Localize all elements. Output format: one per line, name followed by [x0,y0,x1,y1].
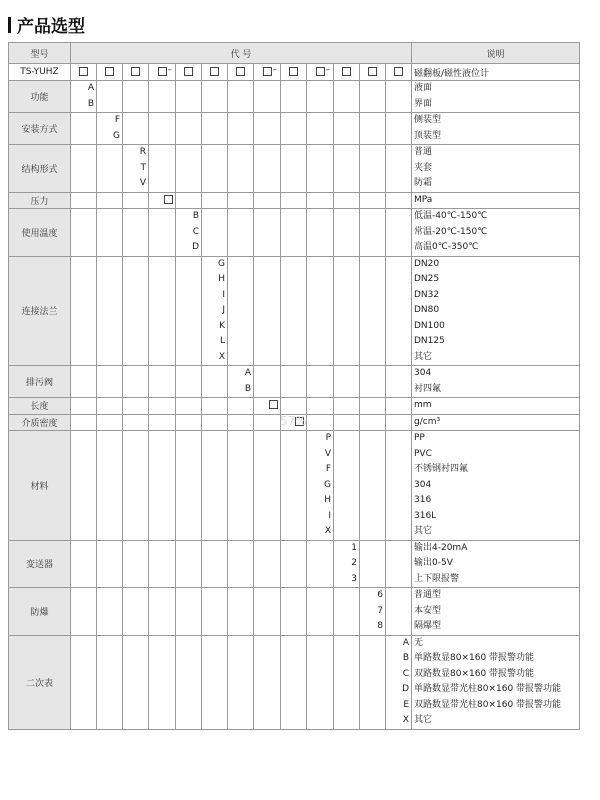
code-transmitter-2: 3 [351,573,357,584]
code-cell-temperature [176,209,202,257]
row-name-length: 长度 [9,398,71,415]
desc-length-0: mm [414,400,432,410]
code-cell-function [71,81,97,113]
code-temperature-1: C [192,226,199,237]
code-cell-transmitter [334,540,360,588]
desc-material-6: 其它 [414,526,433,536]
row-name-density: 介质密度 [9,414,71,431]
desc-secondary-3: 单路数显带光柱80×160 带报警功能 [414,684,562,694]
row-name-function: 功能 [9,81,71,113]
desc-material-2: 不锈钢衬四氟 [414,464,469,474]
desc-cell-function [412,81,580,113]
header-desc: 说明 [412,43,580,64]
code-cell-secondary [386,635,412,729]
desc-cell-structure [412,145,580,193]
desc-material-0: PP [414,433,425,443]
desc-explosion-2: 隔爆型 [414,621,442,631]
desc-flange-1: DN25 [414,274,440,284]
code-flange-6: X [218,351,225,362]
desc-transmitter-1: 输出0-5V [414,558,453,568]
code-cell-flange [202,256,228,366]
row-name-secondary: 二次表 [9,635,71,729]
desc-function-0: 液面 [414,83,433,93]
checkbox-length [263,67,272,76]
row-name-install: 安装方式 [9,113,71,145]
code-function-0: A [87,83,94,93]
value-box-pressure [164,195,173,204]
desc-cell-flange [412,256,580,366]
code-cell-pressure [149,192,176,209]
code-function-1: B [87,98,94,109]
watermark: 57% [280,414,307,428]
desc-cell-drain-valve [412,366,580,398]
desc-temperature-1: 常温-20℃-150℃ [414,226,488,237]
header-code: 代 号 [71,43,412,64]
code-secondary-2: C [402,668,409,679]
desc-structure-0: 普通 [414,147,433,157]
code-secondary-1: B [402,653,409,663]
desc-pressure-0: MPa [414,194,433,205]
code-flange-5: L [219,336,225,346]
code-material-3: G [324,479,331,490]
code-secondary-4: E [403,699,409,710]
code-install-1: G [113,130,120,141]
desc-material-3: 304 [414,479,432,490]
checkbox-density [289,67,298,76]
desc-function-1: 界面 [414,98,433,109]
checkbox-material [316,67,325,76]
row-name-flange: 连接法兰 [9,256,71,366]
desc-structure-2: 防霜 [414,178,433,188]
code-explosion-0: 6 [377,590,383,600]
code-cell-structure [123,145,149,193]
row-name-explosion: 防爆 [9,588,71,636]
desc-material-1: PVC [414,448,432,459]
code-flange-4: K [219,320,225,331]
checkbox-transmitter [342,67,351,76]
desc-flange-5: DN125 [414,336,445,346]
code-material-0: P [325,433,331,443]
code-flange-3: J [222,305,225,315]
desc-structure-1: 夹套 [414,162,433,173]
checkbox-explosion [368,67,377,76]
section-title [8,12,85,37]
model-desc: 磁翻板/磁性液位计 [412,64,580,81]
code-install-0: F [114,115,120,125]
code-drain-valve-1: B [244,383,251,394]
code-cell-install [97,113,123,145]
section-title-text: 产品选型 [17,17,85,37]
desc-secondary-1: 单路数显80×160 带报警功能 [414,653,535,663]
desc-cell-transmitter [412,540,580,588]
checkbox-install [105,67,114,76]
desc-cell-explosion [412,588,580,636]
code-structure-2: V [139,178,146,188]
row-name-material: 材料 [9,431,71,541]
checkbox-flange [210,67,219,76]
desc-temperature-0: 低温-40℃-150℃ [414,211,488,221]
desc-explosion-1: 本安型 [414,605,442,616]
desc-material-5: 316L [414,510,437,521]
model-name: TS-YUHZ [9,64,71,81]
checkbox-secondary [394,67,403,76]
desc-transmitter-0: 输出4-20mA [414,542,468,553]
desc-drain-valve-1: 衬四氟 [414,383,442,394]
code-explosion-1: 7 [377,605,383,616]
desc-cell-pressure [412,192,580,209]
code-temperature-2: D [192,242,199,252]
desc-material-4: 316 [414,495,432,505]
desc-flange-4: DN100 [414,320,445,331]
code-material-1: V [324,448,331,459]
desc-cell-density [412,414,580,431]
row-name-pressure: 压力 [9,192,71,209]
value-box-length [269,400,278,409]
code-secondary-3: D [402,684,409,694]
code-cell-length [254,398,281,415]
desc-cell-length [412,398,580,415]
code-structure-0: R [139,147,146,157]
code-secondary-0: A [402,637,409,648]
desc-density-0: g/cm³ [414,416,441,427]
code-material-2: F [325,464,331,474]
row-name-temperature: 使用温度 [9,209,71,257]
code-secondary-5: X [402,715,409,725]
code-transmitter-0: 1 [351,542,357,553]
desc-explosion-0: 普通型 [414,590,442,600]
row-name-transmitter: 变送器 [9,540,71,588]
code-cell-drain-valve [228,366,254,398]
code-flange-2: I [222,289,225,300]
header-type: 型号 [9,43,71,64]
desc-drain-valve-0: 304 [414,368,432,378]
code-transmitter-1: 2 [351,558,357,568]
checkbox-temperature [184,67,193,76]
desc-flange-0: DN20 [414,258,440,269]
desc-flange-3: DN80 [414,305,440,315]
code-material-4: H [324,495,331,505]
row-name-drain-valve: 排污阀 [9,366,71,398]
desc-install-0: 侧装型 [414,115,442,125]
code-temperature-0: B [192,211,199,221]
checkbox-function [79,67,88,76]
code-material-6: X [324,526,331,536]
checkbox-pressure [158,67,167,76]
checkbox-drain-valve [236,67,245,76]
code-drain-valve-0: A [244,368,251,378]
desc-flange-6: 其它 [414,351,433,362]
code-explosion-2: 8 [377,621,383,631]
code-cell-explosion [360,588,386,636]
checkbox-structure [131,67,140,76]
code-cell-material [307,431,334,541]
desc-secondary-2: 双路数显80×160 带报警功能 [414,668,535,679]
desc-cell-temperature [412,209,580,257]
row-name-structure: 结构形式 [9,145,71,193]
desc-cell-install [412,113,580,145]
desc-secondary-4: 双路数显带光柱80×160 带报警功能 [414,699,562,710]
desc-secondary-5: 其它 [414,715,433,725]
code-flange-1: H [218,274,225,284]
desc-secondary-0: 无 [414,637,424,648]
title-bar-mark [8,17,11,33]
code-structure-1: T [140,162,146,173]
product-selection-table [8,42,580,730]
desc-transmitter-2: 上下限报警 [414,573,460,584]
desc-cell-secondary [412,635,580,729]
desc-temperature-2: 高温0℃-350℃ [414,242,479,252]
code-flange-0: G [218,258,225,269]
desc-install-1: 顶装型 [414,130,442,141]
code-material-5: I [328,510,331,521]
desc-cell-material [412,431,580,541]
desc-flange-2: DN32 [414,289,440,300]
